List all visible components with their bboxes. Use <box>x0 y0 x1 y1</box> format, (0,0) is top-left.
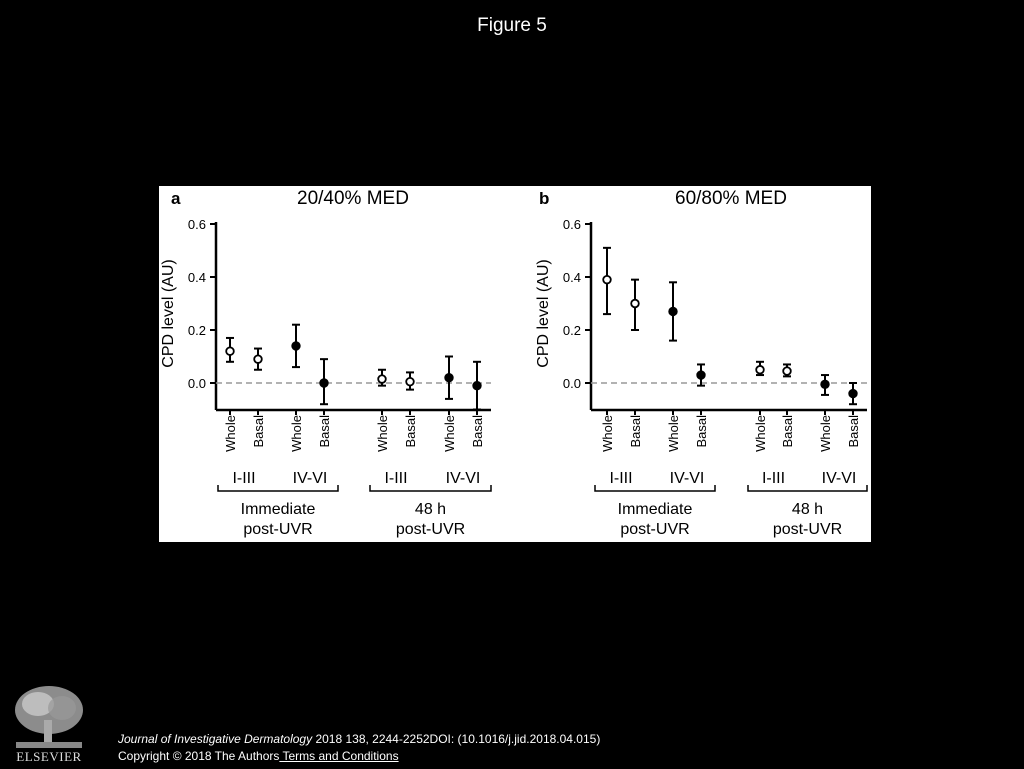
panel-b-x-category-label: Basal <box>694 415 709 448</box>
panel-b-y-tick-label: 0.0 <box>562 376 581 391</box>
panel-b-x-category-label: Whole <box>666 415 681 452</box>
panel-b-y-tick-label: 0.2 <box>562 323 581 338</box>
figure-panel <box>159 186 871 542</box>
panel-b-y-tick-label: 0.4 <box>562 270 581 285</box>
panel-b-data-point <box>783 367 791 375</box>
panel-b-skin-type-label: I-III <box>609 470 633 487</box>
panel-b-y-axis-label: CPD level (AU) <box>535 259 552 368</box>
panel-a-x-category-label: Whole <box>375 415 390 452</box>
panel-b-letter: b <box>539 189 550 208</box>
panel-b-skin-type-label: I-III <box>761 470 786 487</box>
panel-a-group-label-line1: 48 h <box>414 501 447 518</box>
panel-b-skin-type-label: IV-VI <box>821 470 857 487</box>
citation-details: 2018 138, 2244-2252DOI: (10.1016/j.jid.2018.04.015) <box>312 732 601 746</box>
panel-a-group-label-line1: Immediate <box>240 501 316 518</box>
panel-a-data-point <box>406 378 414 386</box>
elsevier-logo <box>8 680 90 764</box>
panel-b-data-point <box>756 366 764 374</box>
panel-b-group-label-line1: 48 h <box>791 501 824 518</box>
panel-b-data-point <box>631 300 639 308</box>
panel-a-skin-type-label: I-III <box>384 470 408 487</box>
figure-chart <box>159 186 871 542</box>
terms-link[interactable]: Terms and Conditions <box>279 749 399 763</box>
panel-b-y-tick-label: 0.6 <box>562 217 581 232</box>
panel-b-data-point <box>697 371 705 379</box>
panel-b-group-label-line2: post-UVR <box>772 521 843 538</box>
panel-a-skin-type-label: IV-VI <box>445 470 481 487</box>
figure-title: Figure 5 <box>477 15 547 36</box>
panel-a-x-category-label: Basal <box>403 415 418 448</box>
panel-a-data-point <box>254 355 262 363</box>
journal-name: Journal of Investigative Dermatology <box>118 732 313 746</box>
panel-b-x-category-label: Basal <box>846 415 861 448</box>
panel-a-data-point <box>378 375 386 383</box>
panel-a-title: 20/40% MED <box>297 188 409 209</box>
panel-a-skin-type-label: I-III <box>232 470 256 487</box>
panel-b-data-point <box>669 308 677 316</box>
panel-b-skin-type-label: IV-VI <box>669 470 705 487</box>
panel-a-x-category-label: Basal <box>317 415 332 448</box>
panel-b-x-category-label: Basal <box>780 415 795 448</box>
panel-a-data-point <box>226 347 234 355</box>
panel-a-y-axis-label: CPD level (AU) <box>160 259 177 368</box>
copyright-text: Copyright © 2018 The Authors <box>118 749 280 763</box>
panel-a-x-category-label: Whole <box>442 415 457 452</box>
panel-b-group-label-line1: Immediate <box>617 501 693 518</box>
svg-text:ELSEVIER: ELSEVIER <box>16 749 82 764</box>
panel-b-data-point <box>603 276 611 284</box>
panel-a-group-label-line2: post-UVR <box>243 521 313 538</box>
panel-a-data-point <box>445 374 453 382</box>
panel-b-x-category-label: Whole <box>818 415 833 452</box>
panel-a-skin-type-label: IV-VI <box>292 470 328 487</box>
panel-b-data-point <box>849 390 857 398</box>
panel-b-data-point <box>821 381 829 389</box>
panel-a-y-tick-label: 0.6 <box>187 217 206 232</box>
panel-b-x-category-label: Basal <box>628 415 643 448</box>
panel-b-x-category-label: Whole <box>753 415 768 452</box>
panel-a-x-category-label: Basal <box>470 415 485 448</box>
citation-block <box>118 731 600 765</box>
panel-b-title: 60/80% MED <box>675 188 787 209</box>
panel-a-group-label-line2: post-UVR <box>395 521 466 538</box>
panel-a-x-category-label: Basal <box>251 415 266 448</box>
panel-a-y-tick-label: 0.0 <box>187 376 206 391</box>
panel-a-data-point <box>473 382 481 390</box>
citation-line <box>118 731 600 748</box>
panel-a-x-category-label: Whole <box>223 415 238 452</box>
panel-a-y-tick-label: 0.4 <box>187 270 206 285</box>
panel-a-data-point <box>320 379 328 387</box>
panel-a-data-point <box>292 342 300 350</box>
panel-a-y-tick-label: 0.2 <box>187 323 206 338</box>
panel-b-group-label-line2: post-UVR <box>620 521 690 538</box>
copyright-line <box>118 748 600 765</box>
panel-a-letter: a <box>171 189 181 208</box>
panel-b-x-category-label: Whole <box>600 415 615 452</box>
panel-a-x-category-label: Whole <box>289 415 304 452</box>
